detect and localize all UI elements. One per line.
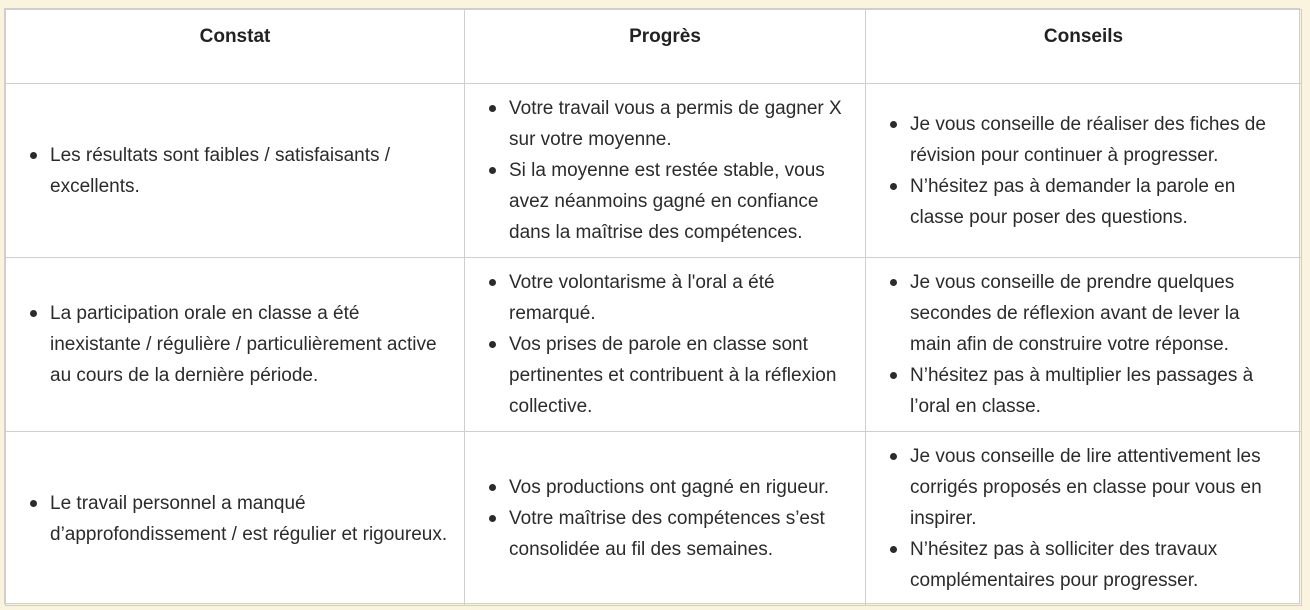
list-item: Je vous conseille de prendre quelques secondes de réflexion avant de lever la main afin de construire votre réponse. [910, 267, 1285, 360]
header-progres: Progrès [465, 10, 866, 84]
constat-list [26, 298, 448, 391]
constat-cell [6, 84, 465, 258]
progres-list [485, 267, 849, 422]
list-item: N’hésitez pas à multiplier les passages à l’oral en classe. [910, 360, 1285, 422]
list-item: Vos prises de parole en classe sont pertinentes et contribuent à la réflexion collective. [509, 329, 849, 422]
list-item: Vos productions ont gagné en rigueur. [509, 472, 849, 503]
advice-table-frame [4, 8, 1300, 604]
constat-cell [6, 258, 465, 432]
progres-cell [465, 258, 866, 432]
table-header-row [6, 10, 1302, 84]
list-item: Votre volontarisme à l'oral a été remarqué. [509, 267, 849, 329]
list-item: La participation orale en classe a été inexistante / régulière / particulièrement active au cours de la dernière période. [50, 298, 448, 391]
constat-list [26, 140, 448, 202]
header-conseils: Conseils [866, 10, 1302, 84]
list-item: Je vous conseille de réaliser des fiches de révision pour continuer à progresser. [910, 109, 1285, 171]
progres-cell [465, 432, 866, 606]
table-row [6, 432, 1302, 606]
conseils-cell [866, 432, 1302, 606]
list-item: Votre maîtrise des compétences s’est consolidée au fil des semaines. [509, 503, 849, 565]
constat-cell [6, 432, 465, 606]
table-row [6, 84, 1302, 258]
list-item: N’hésitez pas à demander la parole en classe pour poser des questions. [910, 171, 1285, 233]
table-row [6, 258, 1302, 432]
list-item: Je vous conseille de lire attentivement les corrigés proposés en classe pour vous en inspirer. [910, 441, 1285, 534]
progres-cell [465, 84, 866, 258]
conseils-cell [866, 258, 1302, 432]
list-item: Les résultats sont faibles / satisfaisants / excellents. [50, 140, 448, 202]
advice-table [5, 9, 1302, 606]
header-constat: Constat [6, 10, 465, 84]
conseils-cell [866, 84, 1302, 258]
list-item: Votre travail vous a permis de gagner X sur votre moyenne. [509, 93, 849, 155]
conseils-list [886, 441, 1285, 596]
progres-list [485, 472, 849, 565]
conseils-list [886, 109, 1285, 233]
list-item: N’hésitez pas à solliciter des travaux complémentaires pour progresser. [910, 534, 1285, 596]
progres-list [485, 93, 849, 248]
list-item: Le travail personnel a manqué d’approfondissement / est régulier et rigoureux. [50, 488, 448, 550]
conseils-list [886, 267, 1285, 422]
constat-list [26, 488, 448, 550]
list-item: Si la moyenne est restée stable, vous avez néanmoins gagné en confiance dans la maîtrise des compétences. [509, 155, 849, 248]
